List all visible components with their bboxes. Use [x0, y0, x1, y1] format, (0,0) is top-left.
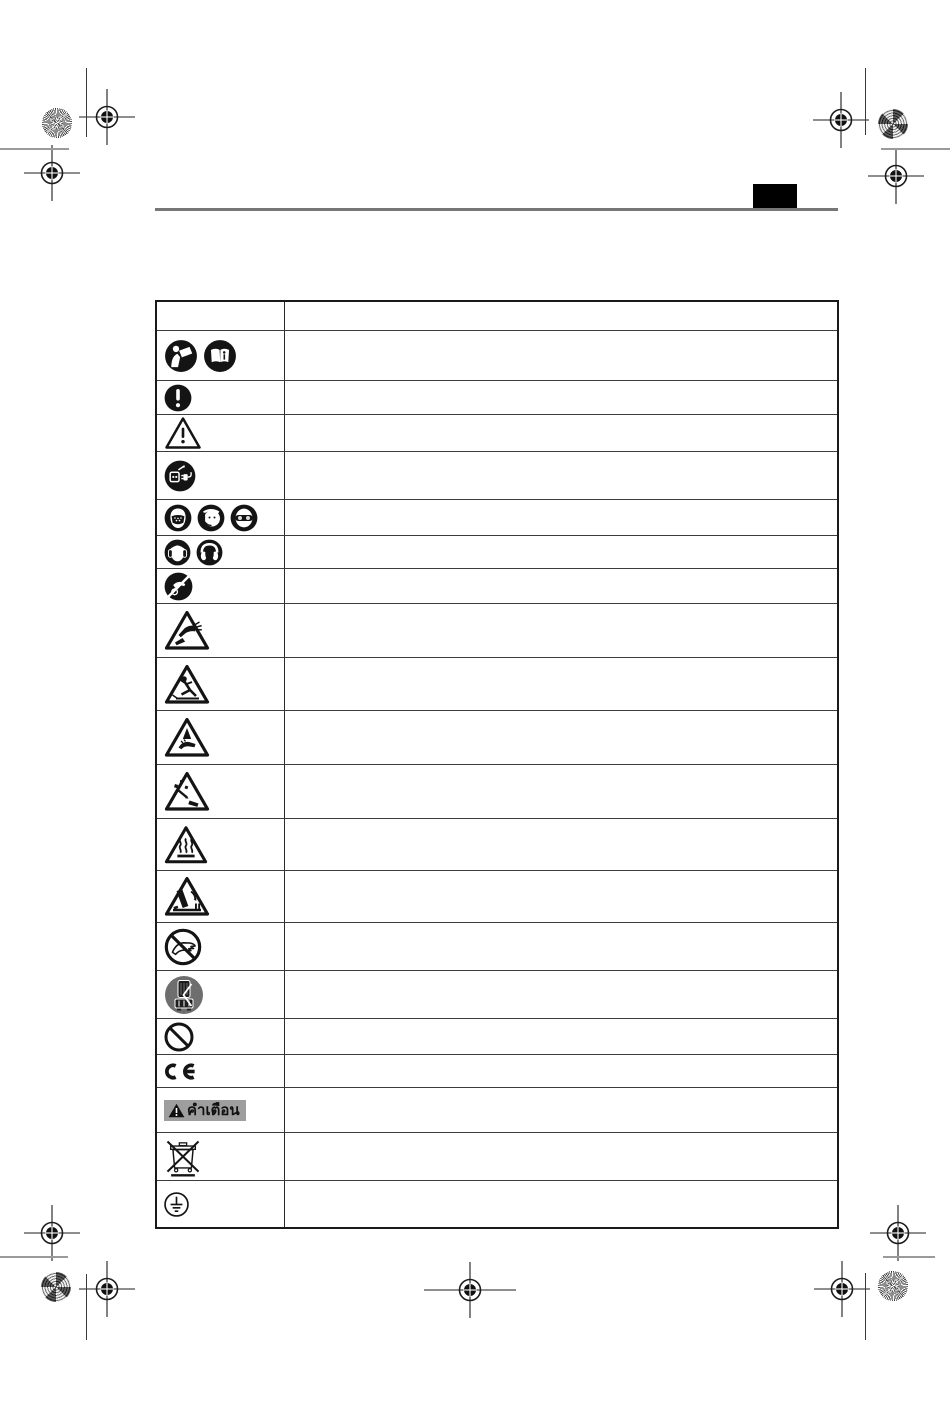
slip-fall-warning-icon: [164, 664, 210, 705]
symbol-cell: [157, 1055, 285, 1087]
symbol-cell: [157, 1133, 285, 1180]
symbol-cell: [157, 871, 285, 922]
wear-dust-mask-icon: [164, 504, 192, 532]
registration-target-icon: [868, 148, 924, 204]
symbol-cell: [157, 415, 285, 451]
table-row: [157, 818, 837, 870]
registration-target-icon: [870, 1205, 926, 1261]
entanglement-warning-icon: [164, 610, 210, 651]
symbol-cell: [157, 923, 285, 970]
description-cell: [285, 569, 837, 603]
unplug-power-icon: [164, 460, 196, 492]
table-row: [157, 870, 837, 922]
remove-battery-icon: [164, 975, 204, 1015]
description-cell: [285, 1019, 837, 1054]
description-cell: [285, 971, 837, 1018]
wear-eye-protection-icon: [230, 504, 258, 532]
table-row: [157, 603, 837, 657]
moire-calibration-icon: [41, 1272, 71, 1302]
crop-mark: [865, 1273, 866, 1340]
ce-mark-icon: [164, 1061, 200, 1082]
description-cell: [285, 536, 837, 568]
table-row: [157, 380, 837, 414]
crop-mark: [881, 148, 950, 150]
description-header-cell: [285, 302, 837, 330]
description-cell: [285, 1133, 837, 1180]
description-cell: [285, 871, 837, 922]
hand-cut-warning-icon: [164, 717, 210, 758]
description-cell: [285, 819, 837, 870]
registration-target-icon: [24, 1205, 80, 1261]
symbol-cell: [157, 765, 285, 818]
thai-warning-text: คำเตือน: [187, 1100, 240, 1119]
read-operator-manual-icon: [164, 339, 198, 373]
weee-crossed-bin-icon: [164, 1136, 202, 1178]
symbol-cell: [157, 536, 285, 568]
registration-target-icon: [813, 92, 869, 148]
description-cell: [285, 452, 837, 499]
instruction-book-icon: [203, 339, 237, 373]
safety-symbol-table: [155, 300, 839, 1229]
symbol-cell: [157, 819, 285, 870]
table-row: [157, 330, 837, 380]
symbol-header-cell: [157, 302, 285, 330]
table-row: [157, 568, 837, 603]
moire-calibration-icon: [878, 109, 908, 139]
description-cell: [285, 658, 837, 710]
symbol-cell: [157, 331, 285, 380]
general-warning-icon: [164, 416, 202, 450]
crop-mark: [865, 68, 866, 135]
thai-warning-label: [164, 1100, 246, 1121]
description-cell: [285, 711, 837, 764]
crop-mark: [0, 148, 69, 150]
description-cell: [285, 1181, 837, 1227]
sunburst-calibration-icon: [42, 108, 72, 138]
wear-ear-protection-icon: [164, 539, 191, 566]
description-cell: [285, 1055, 837, 1087]
table-row: [157, 1180, 837, 1227]
symbol-cell: [157, 658, 285, 710]
wear-face-shield-icon: [197, 504, 225, 532]
hot-surface-warning-icon: [164, 825, 208, 865]
protective-earth-icon: [164, 1192, 189, 1217]
warning-triangle-icon: [168, 1103, 185, 1118]
table-row: [157, 1018, 837, 1054]
symbol-cell: [157, 500, 285, 535]
description-cell: [285, 604, 837, 657]
symbol-cell: [157, 1181, 285, 1227]
description-cell: [285, 381, 837, 414]
wear-ear-muffs-icon: [196, 539, 223, 566]
do-not-reach-icon: [164, 928, 202, 966]
crop-mark: [883, 1256, 935, 1258]
crop-mark: [86, 1274, 87, 1340]
crop-mark: [0, 1256, 68, 1258]
symbol-cell: [157, 604, 285, 657]
table-row: [157, 922, 837, 970]
symbol-cell: [157, 711, 285, 764]
table-row: [157, 451, 837, 499]
symbol-cell: [157, 1019, 285, 1054]
description-cell: [285, 1088, 837, 1132]
registration-target-icon: [79, 89, 135, 145]
table-row: [157, 710, 837, 764]
table-row: [157, 1054, 837, 1087]
table-header-row: [157, 302, 837, 330]
symbol-cell: [157, 381, 285, 414]
no-touch-moving-parts-icon: [164, 572, 193, 601]
symbol-cell: [157, 569, 285, 603]
description-cell: [285, 331, 837, 380]
table-row: [157, 657, 837, 710]
registration-target-icon: [24, 145, 80, 201]
table-row: [157, 764, 837, 818]
symbol-cell: [157, 1088, 285, 1132]
description-cell: [285, 415, 837, 451]
table-row: [157, 1132, 837, 1180]
description-cell: [285, 765, 837, 818]
prohibition-icon: [164, 1022, 194, 1052]
flying-debris-warning-icon: [164, 771, 210, 812]
registration-target-icon: [424, 1262, 516, 1318]
description-cell: [285, 500, 837, 535]
table-row: [157, 414, 837, 451]
table-row: [157, 499, 837, 535]
symbol-cell: [157, 452, 285, 499]
description-cell: [285, 923, 837, 970]
header-rule: [155, 208, 838, 211]
table-row: [157, 535, 837, 568]
mandatory-action-icon: [164, 384, 192, 412]
page-number-tab: [753, 184, 797, 209]
registration-target-icon: [814, 1261, 870, 1317]
crop-mark: [86, 68, 87, 137]
registration-target-icon: [79, 1261, 135, 1317]
symbol-cell: [157, 971, 285, 1018]
table-row: [157, 970, 837, 1018]
sunburst-calibration-icon: [878, 1271, 908, 1301]
tip-over-warning-icon: [164, 876, 210, 917]
table-row: [157, 1087, 837, 1132]
